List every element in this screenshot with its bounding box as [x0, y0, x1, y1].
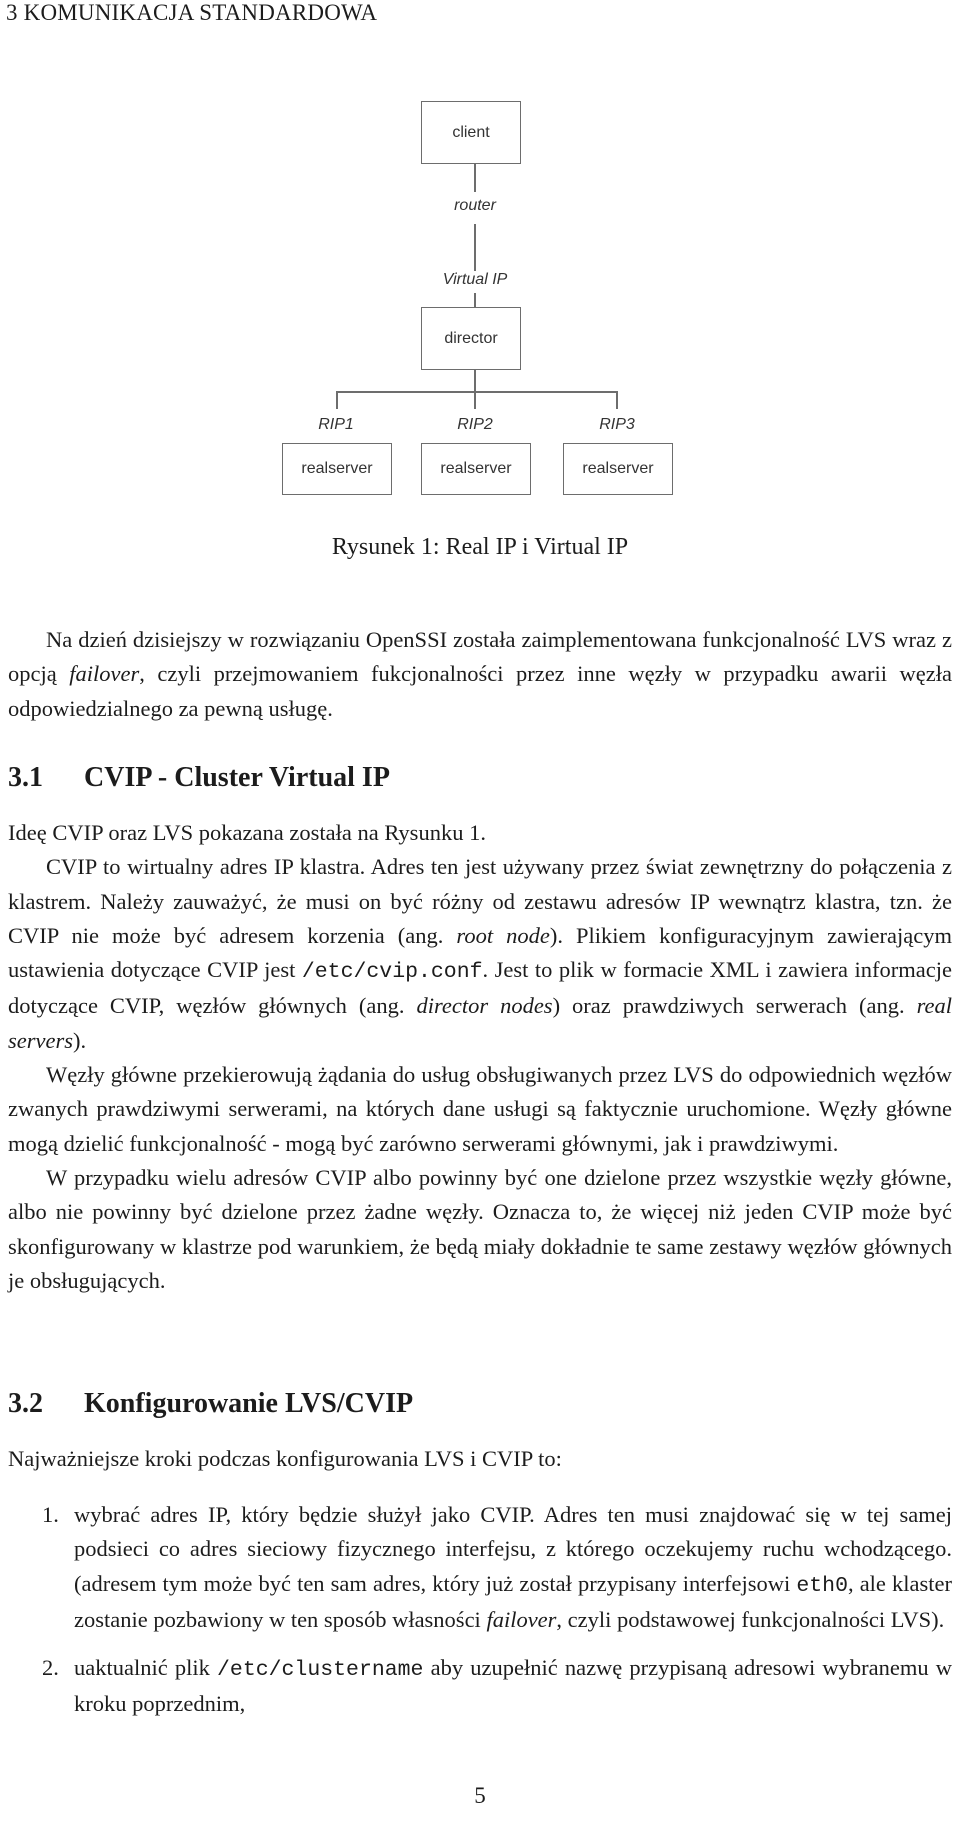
list-item: 1. wybrać adres IP, który będzie służył jako CVIP. Adres ten musi znajdować się w tej samej podsieci co adres sieciowy fizycznego interfejsu, z którego oczekujemy ruchu wchodzącego. (adresem tym może być ten sam adres, który już został przypisany interfejsowi eth0, ale klaster zostanie pozbawiony w ten sposób własności failover, czyli podstawowej funkcjonalności LVS).	[8, 1498, 952, 1637]
rip2-label: RIP2	[457, 416, 493, 433]
intro-text	[8, 623, 952, 726]
network-diagram	[0, 0, 960, 520]
client-box	[421, 101, 521, 164]
paragraph: Na dzień dzisiejszy w rozwiązaniu OpenSSI została zaimplementowana funkcjonalność LVS wraz z opcją failover, czyli przejmowaniem fukcjonalności przez inne węzły w przypadku awarii węzła odpowiedzialnego za pewną usługę.	[8, 627, 953, 721]
virtual-ip-label: Virtual IP	[442, 271, 508, 288]
paragraph: Najważniejsze kroki podczas konfigurowania LVS i CVIP to:	[8, 1446, 562, 1471]
steps-list	[8, 1498, 952, 1722]
paragraph: Węzły główne przekierowują żądania do usług obsługiwanych przez LVS do odpowiednich węzłów zwanych prawdziwymi serwerami, na których dane usługi są faktycznie uruchomione. Węzły główne mogą dzielić funkcjonalność - mogą być zarówno serwerami głównymi, jak i prawdziwymi.	[8, 1062, 952, 1156]
connector-line	[474, 224, 476, 271]
realserver-label: realserver	[440, 460, 512, 477]
connector-line	[474, 391, 476, 409]
rip1-label: RIP1	[318, 416, 354, 433]
client-label: client	[452, 123, 490, 141]
section-heading-3-2	[8, 1388, 413, 1420]
connector-line	[474, 164, 476, 192]
director-label: director	[444, 329, 498, 347]
router-label: router	[454, 197, 496, 214]
branch-line	[336, 391, 617, 393]
realserver-box	[282, 443, 392, 495]
section-number: 3.1	[8, 762, 43, 793]
list-item: 2. uaktualnić plik /etc/clustername aby uzupełnić nazwę przypisaną adresowi wybranemu w kroku poprzednim,	[8, 1651, 952, 1722]
realserver-label: realserver	[582, 460, 654, 477]
list-number: 1.	[42, 1502, 59, 1527]
paragraph: W przypadku wielu adresów CVIP albo powinny być one dzielone przez wszystkie węzły główne, albo nie powinny być dzielone przez żadne węzły. Oznacza to, że więcej niż jeden CVIP może być skonfigurowany w klastrze pod warunkiem, że będą miały dokładnie te same zestawy węzłów głównych je obsługujących.	[8, 1164, 952, 1293]
realserver-label: realserver	[301, 460, 373, 477]
paragraph: CVIP to wirtualny adres IP klastra. Adres ten jest używany przez świat zewnętrzny do połączenia z klastrem. Należy zauważyć, że musi on być różny od zestawu adresów IP wewnątrz klastra, tzn. że CVIP nie może być adresem korzenia (ang. root node). Plikiem konfiguracyjnym zawierającym ustawienia dotyczące CVIP jest /etc/cvip.conf. Jest to plik w formacie XML i zawiera informacje dotyczące CVIP, węzłów głównych (ang. director nodes) oraz prawdziwych serwerach (ang. real servers).	[8, 854, 952, 1053]
figure-caption: Rysunek 1: Real IP i Virtual IP	[331, 534, 629, 560]
section-heading-3-1	[8, 762, 390, 794]
connector-line	[336, 391, 338, 409]
code-path: eth0	[796, 1573, 848, 1598]
code-path: /etc/cvip.conf	[301, 960, 483, 985]
realserver-box	[421, 443, 531, 495]
realserver-box	[563, 443, 673, 495]
code-path: /etc/clustername	[217, 1658, 424, 1683]
section-3-1-body	[8, 816, 952, 1298]
running-header: 3 KOMUNIKACJA STANDARDOWA	[6, 0, 378, 25]
connector-line	[474, 293, 476, 307]
section-3-2-body	[8, 1442, 952, 1476]
rip3-label: RIP3	[599, 416, 635, 433]
page-number: 5	[474, 1783, 486, 1808]
director-box	[421, 307, 521, 370]
connector-line	[616, 391, 618, 409]
list-number: 2.	[42, 1655, 59, 1681]
section-number: 3.2	[8, 1388, 43, 1419]
paragraph: Ideę CVIP oraz LVS pokazana została na Rysunku 1.	[8, 820, 486, 845]
section-title: Konfigurowanie LVS/CVIP	[84, 1388, 414, 1419]
connector-line	[474, 370, 476, 392]
section-title: CVIP - Cluster Virtual IP	[84, 762, 390, 793]
